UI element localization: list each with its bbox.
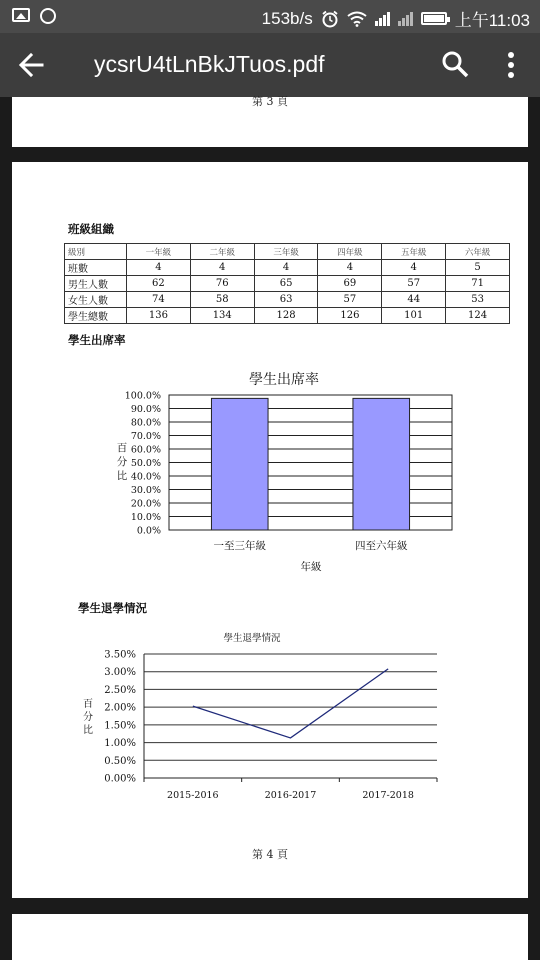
search-icon <box>444 53 467 76</box>
table-cell: 4 <box>382 260 446 276</box>
table-cell: 58 <box>190 292 254 308</box>
y-tick-label: 1.00% <box>104 738 136 750</box>
x-tick-label: 2015-2016 <box>167 790 219 801</box>
x-tick-label: 一至三年級 <box>213 540 266 552</box>
y-tick-label: 0.00% <box>104 773 136 785</box>
y-tick-label: 80.0% <box>130 417 161 429</box>
y-axis-label <box>117 442 128 482</box>
table-cell: 4 <box>254 260 318 276</box>
y-tick-label: 0.50% <box>104 755 136 767</box>
y-tick-label: 40.0% <box>130 471 161 483</box>
table-row <box>65 308 510 324</box>
table-cell: 57 <box>318 292 382 308</box>
table-cell: 126 <box>318 308 382 324</box>
pdf-page-4[interactable] <box>12 162 528 898</box>
table-cell: 128 <box>254 308 318 324</box>
class-org-table <box>64 243 510 324</box>
table-cell: 101 <box>382 308 446 324</box>
row-label: 男生人數 <box>65 276 127 292</box>
table-cell: 57 <box>382 276 446 292</box>
y-tick-label: 0.0% <box>136 525 161 537</box>
table-cell: 69 <box>318 276 382 292</box>
table-header-cell: 六年級 <box>446 244 510 260</box>
class-org-heading: 班級組織 <box>68 222 114 236</box>
table-header-cell: 五年級 <box>382 244 446 260</box>
table-cell: 74 <box>127 292 191 308</box>
bar <box>353 398 410 530</box>
svg-text:百分比: 百分比 <box>83 699 93 736</box>
status-bar <box>0 0 540 33</box>
signal-2-icon <box>398 12 413 26</box>
y-tick-label: 60.0% <box>130 444 161 456</box>
clock: 上午11:03 <box>454 11 530 30</box>
y-tick-label: 2.00% <box>104 702 136 714</box>
table-header-row <box>65 244 510 260</box>
y-tick-label: 70.0% <box>130 431 161 442</box>
y-tick-label: 90.0% <box>130 404 161 415</box>
smiley-notification-icon <box>40 8 56 24</box>
row-label: 學生總數 <box>65 308 127 324</box>
table-cell: 124 <box>446 308 510 324</box>
table-header-cell: 一年級 <box>127 244 191 260</box>
y-tick-label: 3.00% <box>104 667 136 679</box>
back-button[interactable] <box>16 47 56 83</box>
arrow-left-icon <box>21 55 42 75</box>
y-axis-label <box>83 698 93 736</box>
y-tick-label: 10.0% <box>130 512 161 523</box>
document-title: ycsrU4tLnBkJTuos.pdf <box>94 51 325 77</box>
page-number: 第 4 頁 <box>252 848 288 861</box>
table-cell: 4 <box>190 260 254 276</box>
table-header-cell: 二年級 <box>190 244 254 260</box>
y-tick-label: 3.50% <box>104 649 136 661</box>
chart-title: 學生退學情況 <box>223 633 281 644</box>
net-speed: 153b/s <box>261 8 313 28</box>
signal-icon <box>375 12 390 26</box>
table-cell: 5 <box>446 260 510 276</box>
image-notification-icon <box>12 8 30 22</box>
table-cell: 136 <box>127 308 191 324</box>
table-header-cell: 四年級 <box>318 244 382 260</box>
search-button[interactable] <box>440 49 472 81</box>
battery-icon <box>421 12 447 25</box>
alarm-icon <box>321 10 339 28</box>
table-cell: 44 <box>382 292 446 308</box>
table-row <box>65 276 510 292</box>
table-row <box>65 292 510 308</box>
table-cell: 62 <box>127 276 191 292</box>
x-axis-label: 年級 <box>300 561 322 573</box>
x-tick-label: 2017-2018 <box>362 790 414 801</box>
y-tick-label: 50.0% <box>130 458 161 469</box>
chart-title: 學生出席率 <box>249 372 319 388</box>
table-cell: 63 <box>254 292 318 308</box>
pdf-page-3[interactable] <box>12 97 528 147</box>
x-tick-label: 四至六年級 <box>355 540 408 552</box>
table-header-cell: 三年級 <box>254 244 318 260</box>
bar <box>211 398 268 530</box>
y-tick-label: 1.50% <box>104 720 136 732</box>
table-cell: 4 <box>127 260 191 276</box>
table-cell: 71 <box>446 276 510 292</box>
y-tick-label: 100.0% <box>124 390 161 402</box>
table-cell: 65 <box>254 276 318 292</box>
table-cell: 76 <box>190 276 254 292</box>
series-line <box>193 669 388 738</box>
dropout-line-chart <box>80 627 440 812</box>
table-row <box>65 260 510 276</box>
wifi-icon <box>347 11 367 27</box>
table-header-cell: 級別 <box>65 244 127 260</box>
row-label: 女生人數 <box>65 292 127 308</box>
table-cell: 53 <box>446 292 510 308</box>
more-vert-icon <box>508 52 514 78</box>
row-label: 班數 <box>65 260 127 276</box>
y-tick-label: 30.0% <box>130 485 161 496</box>
table-cell: 134 <box>190 308 254 324</box>
pdf-page-5[interactable] <box>12 914 528 960</box>
y-tick-label: 20.0% <box>130 498 161 510</box>
more-options-button[interactable] <box>498 49 524 81</box>
dropout-heading: 學生退學情況 <box>78 601 147 615</box>
y-tick-label: 2.50% <box>104 684 136 696</box>
attendance-bar-chart <box>94 365 454 580</box>
page-number: 第 3 頁 <box>252 95 288 108</box>
app-bar <box>0 33 540 97</box>
attendance-heading: 學生出席率 <box>68 333 126 347</box>
x-tick-label: 2016-2017 <box>264 790 317 801</box>
table-cell: 4 <box>318 260 382 276</box>
svg-text:百分比: 百分比 <box>116 442 128 482</box>
